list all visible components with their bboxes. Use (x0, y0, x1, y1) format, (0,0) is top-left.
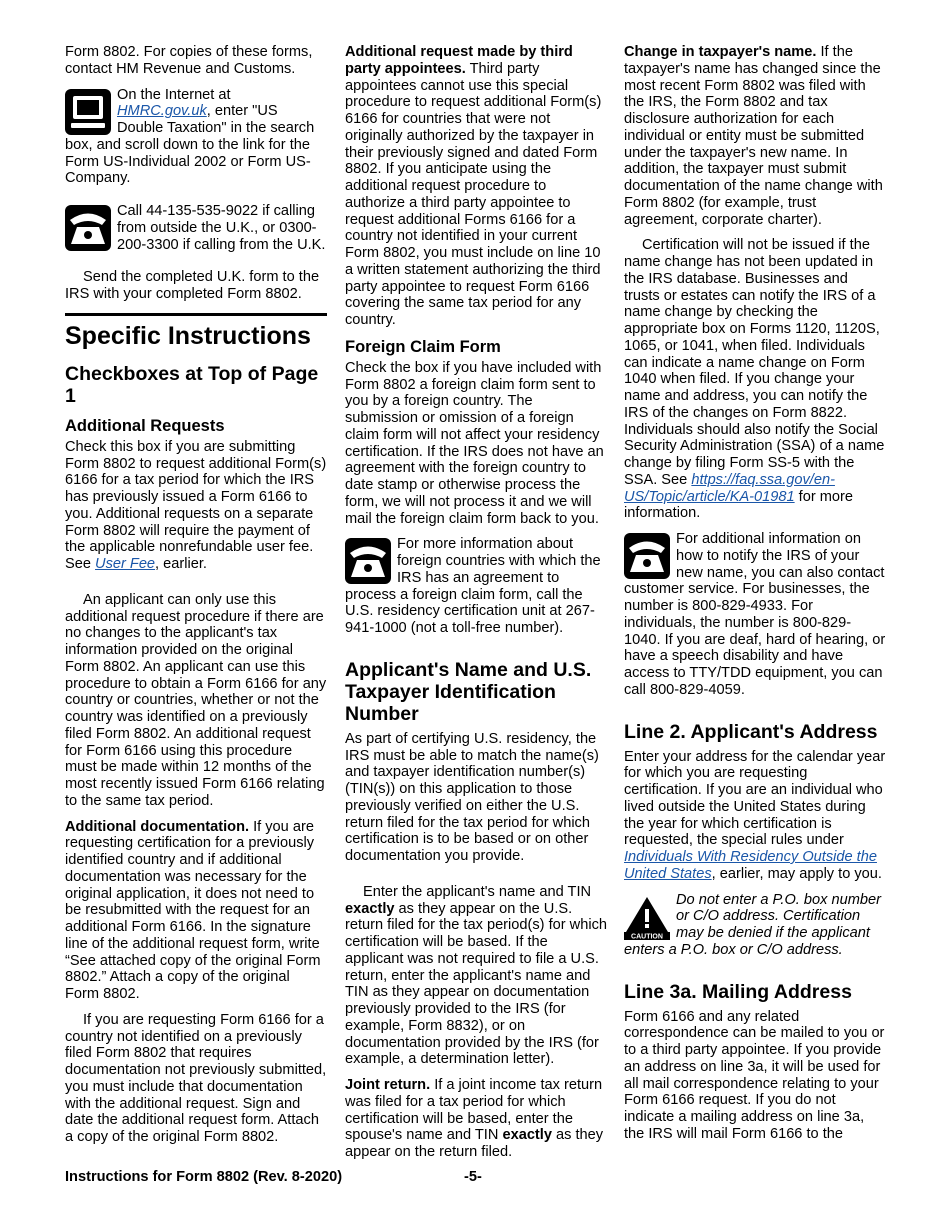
caution-icon (624, 894, 670, 940)
footer-title: Instructions for Form 8802 (Rev. 8-2020) (65, 1169, 343, 1185)
line2-text-b: , earlier, may apply to you. (711, 865, 882, 882)
heading-line-2: Line 2. Applicant's Address (624, 720, 878, 743)
phone-note-name-change (624, 531, 886, 699)
paragraph-additional-requests (65, 439, 327, 573)
heading-applicant-name-tin: Applicant's Name and U.S. Taxpayer Identification Number (345, 658, 592, 725)
phone-note-uk (65, 203, 327, 253)
page-number: -5- (464, 1169, 482, 1185)
phone-text-name-change: For additional information on how to notify the IRS of your new name, you can also contact customer service. For businesses, the number is 800-829-4933. For individuals, the number is 800-829-1040. If you are deaf, hard of hearing, or have a speech disability and have access to TTY/TDD equipment, you can call 800-829-4059. (624, 531, 886, 698)
telephone-icon (624, 533, 670, 579)
caution-text: Do not enter a P.O. box number or C/O address. Certification may be denied if the applicant enters a P.O. box or C/O address. (624, 891, 881, 958)
column-2 (345, 44, 607, 1170)
paragraph-line-2 (624, 749, 886, 883)
residency-outside-us-link[interactable]: Individuals With Residency Outside the United States (624, 849, 877, 882)
enter-text-b: as they appear on the U.S. return filed for the tax period(s) for which certification will be based. If the applicant was not required to file a U.S. return, enter the applicant's name and TIN as they appear on documentation previously provided to the IRS (for example, Form 8832), or on documentation provided by the IRS (for example, a determination letter). (345, 900, 607, 1068)
caution-note (624, 892, 886, 959)
internet-note (65, 87, 327, 188)
lead-additional-documentation: Additional documentation. (65, 818, 250, 835)
heading-foreign-claim-form: Foreign Claim Form (345, 337, 501, 356)
third-party-text: Third party appointees cannot use this special procedure to request additional Form(s) 6166 for countries that were not originally authorized by the taxpayer in their previously signed and dated Form 8802. If you anticipate using the additional request procedure to authorize a third party appointee to request additional Forms 6166 for a country not identified in your current Form 8802, you must include on line 10 a written statement authorizing the third party appointee to request Form 6166 covering the same tax period for any country. (345, 60, 602, 328)
user-fee-link[interactable]: User Fee (95, 556, 156, 572)
paragraph-enter-name-tin (345, 884, 607, 1068)
hmrc-link[interactable]: HMRC.gov.uk (117, 103, 207, 120)
joint-text-b: as they appear on the return filed. (345, 1127, 604, 1160)
paragraph-line-3a: Form 6166 and any related correspondence can be mailed to you or to a third party appointee. If you provide an address on line 3a, it will be used for all mail correspondence relating to your Form 6166 request. If you do not indicate a mailing address on line 3a, the IRS will mail Form 6166 to the (624, 1008, 885, 1142)
paragraph-requesting-6166: If you are requesting Form 6166 for a country not identified on a previously filed Form 8802 that requires documentation not previously submitted, you must include that documentation with the additional request. Sign and date the additional request form. Attach a copy of the original Form 8802. (65, 1011, 327, 1145)
joint-text-a: If a joint income tax return was filed for a tax period for which certification will be based, enter the spouse's name and TIN (345, 1077, 603, 1144)
paragraph-applicant-procedure: An applicant can only use this additional request procedure if there are no changes to the applicant's tax information provided on the original Form 8802. An applicant can use this procedure to obtain a Form 6166 for any country or countries, whether or not the country was identified on a previously filed Form 8802. An additional request for Form 6166 using this procedure must be made within 12 months of the most recently issued Form 6166 relating to the same tax period. (65, 591, 327, 809)
paragraph-send-form: Send the completed U.K. form to the IRS with your completed Form 8802. (65, 269, 320, 302)
cert-text-a: Certification will not be issued if the name change has not been updated in the IRS database. Businesses and trusts or estates can notify the IRS of a name change by checking the appropriate box on Forms 1120, 1120S, 1065, or 1041, when filed. Individuals can indicate a name change on Form 1040 when filed. If you change your name and address, you can notify the IRS of the changes on Form 8822. Individuals should also notify the Social Security Administration (SSA) of a name change by filing Form SS-5 with the SSA. See (624, 237, 885, 488)
name-change-text: If the taxpayer's name has changed since the most recent Form 8802 was filed with the IRS, the Form 8802 and tax disclosure authorization for each individual or entity must be submitted under the taxpayer's new name. In addition, the taxpayer must submit documentation of the name change with Form 8802 (for example, trust agreement, corporate charter). (624, 44, 883, 228)
heading-checkboxes: Checkboxes at Top of Page 1 (65, 362, 319, 407)
additional-text-b: , earlier. (155, 556, 207, 572)
paragraph-foreign-claim: Check the box if you have included with Form 8802 a foreign claim form sent to you by a foreign country. The submission or omission of a foreign claim form will not affect your residency certification. If the IRS does not have an agreement with the foreign country to date stamp or otherwise process the form, we will not process it and we will mail the foreign claim form back to you. (345, 359, 604, 527)
paragraph-name-change (624, 44, 886, 228)
paragraph-third-party (345, 44, 607, 329)
telephone-icon (345, 538, 391, 584)
cert-text-b: for more information. (624, 488, 854, 522)
joint-exactly: exactly (502, 1127, 552, 1144)
heading-line-3a: Line 3a. Mailing Address (624, 980, 852, 1003)
lead-third-party: Additional request made by third party appointees. (345, 44, 573, 77)
additional-text-a: Check this box if you are submitting Form 8802 to request additional Form(s) 6166 for a tax period for which the IRS has previously issued a Form 6166 to you. Additional requests on a separate Form 8802 will require the payment of the applicable nonrefundable user fee. See (65, 438, 327, 572)
paragraph-certifying-residency: As part of certifying U.S. residency, the IRS must be able to match the name(s) and taxpayer identification number(s) (TIN(s)) on this application to those previously verified on either the U.S. return filed for the tax period for which certification is to be based or on other documentation you provide. (345, 730, 599, 864)
section-divider (65, 313, 327, 316)
phone-note-foreign (345, 536, 607, 637)
internet-text-b: , enter "US Double Taxation" in the search box, and scroll down to the link for the Form US-Individual 2002 or Form US-Company. (65, 103, 315, 187)
phone-text-foreign: For more information about foreign countries with which the IRS has an agreement to process a foreign claim form, call the U.S. residency certification unit at 267-941-1000 (not a toll-free number). (345, 536, 601, 636)
phone-text-uk: Call 44-135-535-9022 if calling from outside the U.K., or 0300-200-3300 if calling from the U.K. (117, 203, 326, 253)
column-3 (624, 44, 886, 1152)
telephone-icon (65, 205, 111, 251)
lead-joint-return: Joint return. (345, 1077, 431, 1093)
caution-label: CAUTION (631, 933, 663, 940)
additional-documentation-text: If you are requesting certification for a previously identified country and if additional documentation was necessary for the original application, it does not need to be resubmitted with the request for an additional Form 6166. In the signature line of the additional request form, write “See attached copy of the original Form 8802.” Attach a copy of the original Form 8802. (65, 818, 321, 1002)
paragraph-joint-return (345, 1077, 607, 1161)
paragraph-hmrc-copies: Form 8802. For copies of these forms, contact HM Revenue and Customs. (65, 44, 313, 77)
heading-additional-requests: Additional Requests (65, 416, 225, 435)
internet-text-a: On the Internet at (117, 86, 231, 103)
line2-text-a: Enter your address for the calendar year for which you are requesting certification. If you are an individual who lived outside the United States during the year for which certification is requested, the special rules under (624, 748, 886, 849)
enter-exactly: exactly (345, 900, 395, 917)
enter-text-a: Enter the applicant's name and TIN (363, 883, 592, 900)
heading-specific-instructions: Specific Instructions (65, 321, 311, 350)
column-1 (65, 44, 327, 1155)
computer-icon (65, 89, 111, 135)
paragraph-additional-documentation (65, 819, 327, 1003)
paragraph-certification-not-issued (624, 237, 886, 522)
ssa-faq-link[interactable]: https://faq.ssa.gov/en-US/Topic/article/KA-01981 (624, 471, 835, 505)
lead-name-change: Change in taxpayer's name. (624, 44, 817, 60)
